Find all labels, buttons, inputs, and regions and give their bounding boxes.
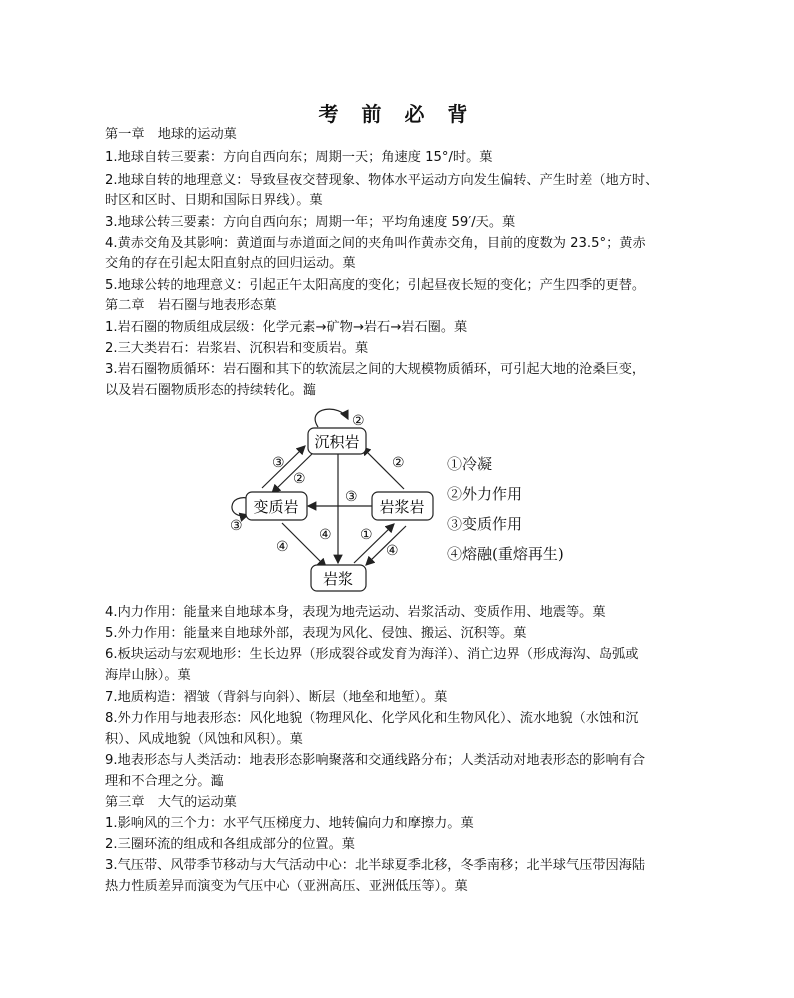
text-line: 3.气压带、风带季节移动与大气活动中心：北半球夏季北移，冬季南移；北半球气压带因海陆 bbox=[105, 858, 646, 873]
text-line: 交角的存在引起太阳直射点的回归运动。菓 bbox=[105, 256, 356, 271]
text-line: 热力性质差异而演变为气压中心（亚洲高压、亚洲低压等）。菓 bbox=[105, 879, 468, 894]
arrow-label: ③ bbox=[345, 489, 358, 505]
text-line: 5.外力作用：能量来自地球外部，表现为风化、侵蚀、搬运、沉积等。菓 bbox=[105, 626, 527, 641]
text-line: 1.岩石圈的物质组成层级：化学元素→矿物→岩石→岩石圈。菓 bbox=[105, 320, 468, 335]
text-line: 9.地表形态与人类活动：地表形态影响聚落和交通线路分布；人类活动对地表形态的影响有合 bbox=[105, 753, 646, 768]
text-line: 3.岩石圈物质循环：岩石圈和其下的软流层之间的大规模物质循环，可引起大地的沧桑巨变， bbox=[105, 362, 646, 377]
node-magma-label: 岩浆 bbox=[322, 570, 354, 588]
arrow-label: ④ bbox=[319, 527, 332, 543]
text-line: 理和不合理之分。瀶 bbox=[105, 774, 224, 789]
text-line: 积）、风成地貌（风蚀和风积）。菓 bbox=[105, 732, 303, 747]
text-line: 海岸山脉）。菓 bbox=[105, 668, 191, 683]
chapter-3-heading: 第三章 大气的运动菓 bbox=[105, 795, 237, 810]
chapter-2-heading: 第二章 岩石圈与地表形态菓 bbox=[105, 298, 277, 313]
legend-item: ③变质作用 bbox=[447, 515, 523, 533]
node-sedimentary-label: 沉积岩 bbox=[314, 433, 360, 451]
arrow-label: ① bbox=[360, 527, 373, 543]
text-line: 2.三圈环流的组成和各组成部分的位置。菓 bbox=[105, 837, 355, 852]
text-line: 以及岩石圈物质形态的持续转化。瀶 bbox=[105, 383, 316, 398]
text-line: 4.内力作用：能量来自地球本身，表现为地壳运动、岩浆活动、变质作用、地震等。菓 bbox=[105, 605, 606, 620]
text-line: 8.外力作用与地表形态：风化地貌（物理风化、化学风化和生物风化）、流水地貌（水蚀和沉 bbox=[105, 711, 639, 726]
node-metamorphic-label: 变质岩 bbox=[253, 498, 299, 516]
text-line: 6.板块运动与宏观地形：生长边界（形成裂谷或发育为海洋）、消亡边界（形成海沟、岛弧或 bbox=[105, 647, 639, 662]
arrow-label: ④ bbox=[276, 539, 289, 555]
arrow-label: ④ bbox=[386, 543, 399, 559]
text-line: 4.黄赤交角及其影响：黄道面与赤道面之间的夹角叫作黄赤交角，目前的度数为 23.5°；黄赤 bbox=[105, 236, 646, 251]
text-line: 1.影响风的三个力：水平气压梯度力、地转偏向力和摩擦力。菓 bbox=[105, 816, 474, 831]
text-line: 7.地质构造：褶皱（背斜与向斜）、断层（地垒和地堑）。菓 bbox=[105, 690, 448, 705]
text-line: 2.地球自转的地理意义：导致昼夜交替现象、物体水平运动方向发生偏转、产生时差（地方时、 bbox=[105, 173, 659, 188]
arrow-label: ③ bbox=[230, 518, 243, 534]
node-igneous-label: 岩浆岩 bbox=[379, 498, 425, 516]
text-line: 5.地球公转的地理意义：引起正午太阳高度的变化；引起昼夜长短的变化；产生四季的更替。 bbox=[105, 278, 646, 293]
legend-item: ①冷凝 bbox=[447, 455, 493, 473]
arrow-label: ② bbox=[352, 413, 365, 429]
text-line: 3.地球公转三要素：方向自西向东；周期一年；平均角速度 59′/天。菓 bbox=[105, 215, 516, 230]
rock-cycle-diagram bbox=[0, 405, 794, 605]
arrow-label: ② bbox=[392, 455, 405, 471]
text-line: 时区和区时、日期和国际日界线）。菓 bbox=[105, 193, 323, 208]
chapter-1-heading: 第一章 地球的运动菓 bbox=[105, 127, 237, 142]
arrow-label: ③ bbox=[272, 455, 285, 471]
text-line: 1.地球自转三要素：方向自西向东；周期一天；角速度 15°/时。菓 bbox=[105, 150, 493, 165]
text-line: 2.三大类岩石：岩浆岩、沉积岩和变质岩。菓 bbox=[105, 341, 369, 356]
legend-item: ④熔融(重熔再生) bbox=[447, 545, 564, 563]
arrow-label: ② bbox=[293, 471, 306, 487]
legend-item: ②外力作用 bbox=[447, 485, 523, 503]
page-title: 考 前 必 背 bbox=[318, 102, 476, 126]
